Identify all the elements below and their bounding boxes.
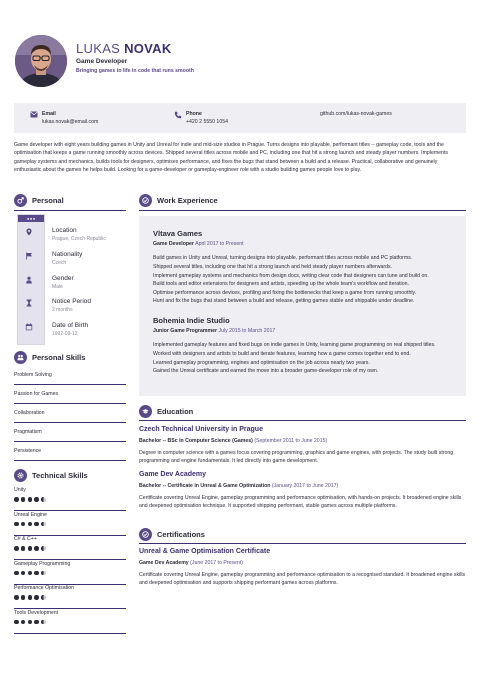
person-icon <box>25 276 33 284</box>
section-certifications <box>139 528 466 542</box>
certificate-name: Unreal & Game Optimisation Certificate <box>139 548 271 555</box>
job-bullets <box>153 254 453 305</box>
gender-symbol-icon <box>14 194 27 207</box>
phone-icon <box>174 111 182 119</box>
job-bullet: Shipped several titles, including one that hit a strong launch and held steady player numbers afterwards. <box>153 263 393 270</box>
card-titlebar <box>18 215 44 222</box>
rating-dot <box>28 522 33 527</box>
rating-dot <box>34 571 39 576</box>
skill-name: Tools Development <box>14 609 59 616</box>
skill-rating <box>14 595 48 603</box>
technical-skill <box>14 584 126 609</box>
job-bullet: Implement gameplay systems and mechanics from design docs, writing clear code that designers can tune and build on. <box>153 272 429 279</box>
personal-skill <box>14 442 126 461</box>
role-line <box>153 241 453 249</box>
issuer: Game Dev Academy <box>139 560 189 567</box>
rating-dot <box>28 620 33 625</box>
rating-dot <box>34 620 39 625</box>
phone-value[interactable]: +420 2 5550 1054 <box>186 119 228 125</box>
skill-label: Collaboration <box>14 410 45 416</box>
skill-rating <box>14 497 48 505</box>
rating-dot <box>34 546 39 551</box>
job-bullet: Worked with designers and artists to build and iterate features, learning how a game comes together end to end. <box>153 350 411 357</box>
section-divider <box>14 210 126 211</box>
section-divider <box>139 420 466 421</box>
personal-label: Notice Period <box>52 298 92 305</box>
header <box>14 33 466 89</box>
skill-name: Gameplay Programming <box>14 560 71 567</box>
personal-label: Nationality <box>52 251 83 258</box>
job-bullet: Build tools and editor extensions for designers and artists, speeding up the whole team's workflow and iteration. <box>153 281 409 288</box>
section-title: Personal Skills <box>32 353 86 362</box>
rating-dot <box>14 546 19 551</box>
personal-skill <box>14 404 126 423</box>
rating-dot <box>21 620 26 625</box>
email-value[interactable]: lukas.novak@email.com <box>42 119 99 125</box>
school-name: Game Dev Academy <box>139 471 207 478</box>
rating-dot <box>34 522 39 527</box>
company-name: Vltava Games <box>153 229 203 238</box>
personal-value: 2 months <box>52 307 73 313</box>
calendar-icon <box>25 323 33 331</box>
personal-value: Prague, Czech Republic <box>52 236 106 242</box>
technical-skill <box>14 511 126 536</box>
skill-name: Unity <box>14 487 26 493</box>
summary: Game developer with eight years building games in Unity and Unreal for indie and mid-size studios in Prague. Turns designs into playable, performant titles -- gameplay code, tools and the optimisation that keeps a game running smoothly across devices. Shipped several titles across mobile and PC, including one that hit a strong launch and steady player numbers. Implements gameplay systems and mechanics, builds tools for designers, optimises performance, and fixes the bugs that stand between a build and a release. Practical, collaborative and genuinely enthusiastic about the games he helps build. Looking for a game-developer or gameplay-engineer role with a studio building games people love to play. <box>14 142 448 173</box>
job-bullet: Build games in Unity and Unreal, turning designs into playable, performant titles across mobile and PC platforms. <box>153 255 413 262</box>
rating-dot <box>14 595 19 600</box>
skill-rating <box>14 620 48 628</box>
ellipsis-icon: ●●● <box>27 216 36 221</box>
rating-dot <box>14 522 19 527</box>
personal-skill <box>14 366 126 385</box>
rating-dot <box>21 522 26 527</box>
graduation-cap-icon <box>139 405 152 418</box>
skill-label: Persistence <box>14 448 42 454</box>
rating-dot <box>41 546 46 551</box>
job-bullet: Implemented gameplay features and fixed bugs on indie games in Unity, learning game programming on real shipped titles. <box>153 342 436 349</box>
job-title: Game Developer <box>76 58 128 65</box>
education-dates: (September 2011 to June 2015) <box>254 438 328 445</box>
skill-rating <box>14 522 48 530</box>
rating-dot <box>21 571 26 576</box>
rating-dot <box>14 620 19 625</box>
phone-label: Phone <box>186 111 202 117</box>
envelope-icon <box>30 111 38 119</box>
job-bullets <box>153 341 453 375</box>
section-personal-skills <box>14 351 126 365</box>
tagline: Bringing games to life in code that runs smooth <box>76 68 194 74</box>
section-title: Work Experience <box>157 196 218 205</box>
section-title: Education <box>157 407 194 416</box>
personal-label: Date of Birth <box>52 322 89 329</box>
rating-dot <box>41 595 46 600</box>
contact-bar <box>14 103 466 133</box>
certification-entry <box>139 547 466 588</box>
job-bullet: Learned gameplay programming, engines and optimisation on the job across nearly two years. <box>153 359 370 366</box>
people-icon <box>14 351 27 364</box>
rating-dot <box>34 497 39 502</box>
education-description: Degree in computer science with a games focus covering programming, graphics and game engines, with projects. The study built strong programming and engine fundamentals. It led directly into game development. <box>139 449 454 465</box>
hourglass-icon <box>25 299 33 307</box>
rating-dot <box>14 571 19 576</box>
checkmark-icon <box>139 194 152 207</box>
rating-dot <box>41 497 46 502</box>
section-title: Technical Skills <box>32 471 88 480</box>
job-dates: July 2015 to March 2017 <box>218 327 276 334</box>
personal-label: Gender <box>52 275 74 282</box>
first-name: LUKAS <box>76 41 121 56</box>
technical-skill <box>14 486 126 511</box>
skill-name: Unreal Engine <box>14 511 47 518</box>
rating-dot <box>21 497 26 502</box>
personal-label: Location <box>52 227 77 234</box>
school-name: Czech Technical University in Prague <box>139 426 263 433</box>
email-label: Email <box>42 111 56 117</box>
flag-icon <box>25 252 33 260</box>
personal-skill <box>14 423 126 442</box>
role-line <box>153 328 453 336</box>
skill-label: Pragmatism <box>14 429 42 435</box>
checkmark-icon <box>139 528 152 541</box>
section-title: Personal <box>32 196 64 205</box>
skill-label: Problem Solving <box>14 372 52 378</box>
location-pin-icon <box>25 228 33 236</box>
technical-skill <box>14 560 126 585</box>
job-entry <box>153 229 453 306</box>
section-education <box>139 405 466 419</box>
personal-skill <box>14 385 126 404</box>
section-personal <box>14 194 126 208</box>
rating-dot <box>14 497 19 502</box>
degree: Bachelor -- BSc in Computer Science (Games) <box>139 438 253 445</box>
skill-name: Performance Optimisation <box>14 585 74 591</box>
issuer-line <box>139 560 466 568</box>
skill-rating <box>14 546 48 554</box>
avatar <box>15 35 67 87</box>
section-divider <box>139 543 466 544</box>
rating-dot <box>21 546 26 551</box>
section-work <box>139 194 466 208</box>
education-dates: (January 2017 to June 2017) <box>271 483 339 490</box>
degree-line <box>139 483 466 491</box>
section-technical-skills <box>14 469 126 483</box>
rating-dot <box>28 595 33 600</box>
education-entry <box>139 470 466 511</box>
job-entry <box>153 316 453 376</box>
technical-skill <box>14 535 126 560</box>
personal-value: Male <box>52 284 63 290</box>
job-bullet: Hunt and fix the bugs that stand between a build and release, getting games stable and shippable under deadline. <box>153 298 415 305</box>
personal-value: 1992-09-12 <box>52 331 78 337</box>
section-title: Certifications <box>157 530 205 539</box>
skill-rating <box>14 571 48 579</box>
section-divider <box>139 210 466 211</box>
personal-value: Czech <box>52 260 67 266</box>
job-bullet: Optimise performance across devices, profiling and fixing the bottlenecks that keep a game from running smoothly. <box>153 289 417 296</box>
degree-line <box>139 438 466 446</box>
education-entry <box>139 425 466 466</box>
certificate-description: Certificate covering Unreal Engine, gameplay programming and performance optimisation to a recognised standard. It broadened engine skills and deepened optimisation and supports shipping performant games across platforms. <box>139 571 466 587</box>
education-description: Certificate covering Unreal Engine, gameplay programming and performance optimisation, with hands-on projects. It broadened engine skills and deepened optimisation technique. It supported shipping performant, stable games across multiple platforms. <box>139 494 462 510</box>
role-title: Game Developer <box>153 240 194 247</box>
rating-dot <box>28 497 33 502</box>
skill-label: Passion for Games <box>14 391 59 397</box>
gear-icon <box>14 469 27 482</box>
github-link[interactable]: github.com/lukas-novak-games <box>320 111 392 117</box>
company-name: Bohemia Indie Studio <box>153 316 230 325</box>
certificate-dates: (June 2017 to Present) <box>190 560 243 567</box>
rating-dot <box>28 571 33 576</box>
rating-dot <box>41 620 46 625</box>
last-name: NOVAK <box>124 41 172 56</box>
skill-name: C# & C++ <box>14 536 37 542</box>
rating-dot <box>21 595 26 600</box>
role-title: Junior Game Programmer <box>153 327 218 334</box>
job-bullet: Gained the Unreal certificate and earned the move into a broader game-developer role of my own. <box>153 368 379 375</box>
rating-dot <box>34 595 39 600</box>
rating-dot <box>41 571 46 576</box>
rating-dot <box>28 546 33 551</box>
work-experience-panel <box>139 216 466 396</box>
job-dates: April 2017 to Present <box>195 240 244 247</box>
degree: Bachelor -- Certificate in Unreal & Game Optimization <box>139 483 271 490</box>
rating-dot <box>41 522 46 527</box>
technical-skill <box>14 609 126 634</box>
